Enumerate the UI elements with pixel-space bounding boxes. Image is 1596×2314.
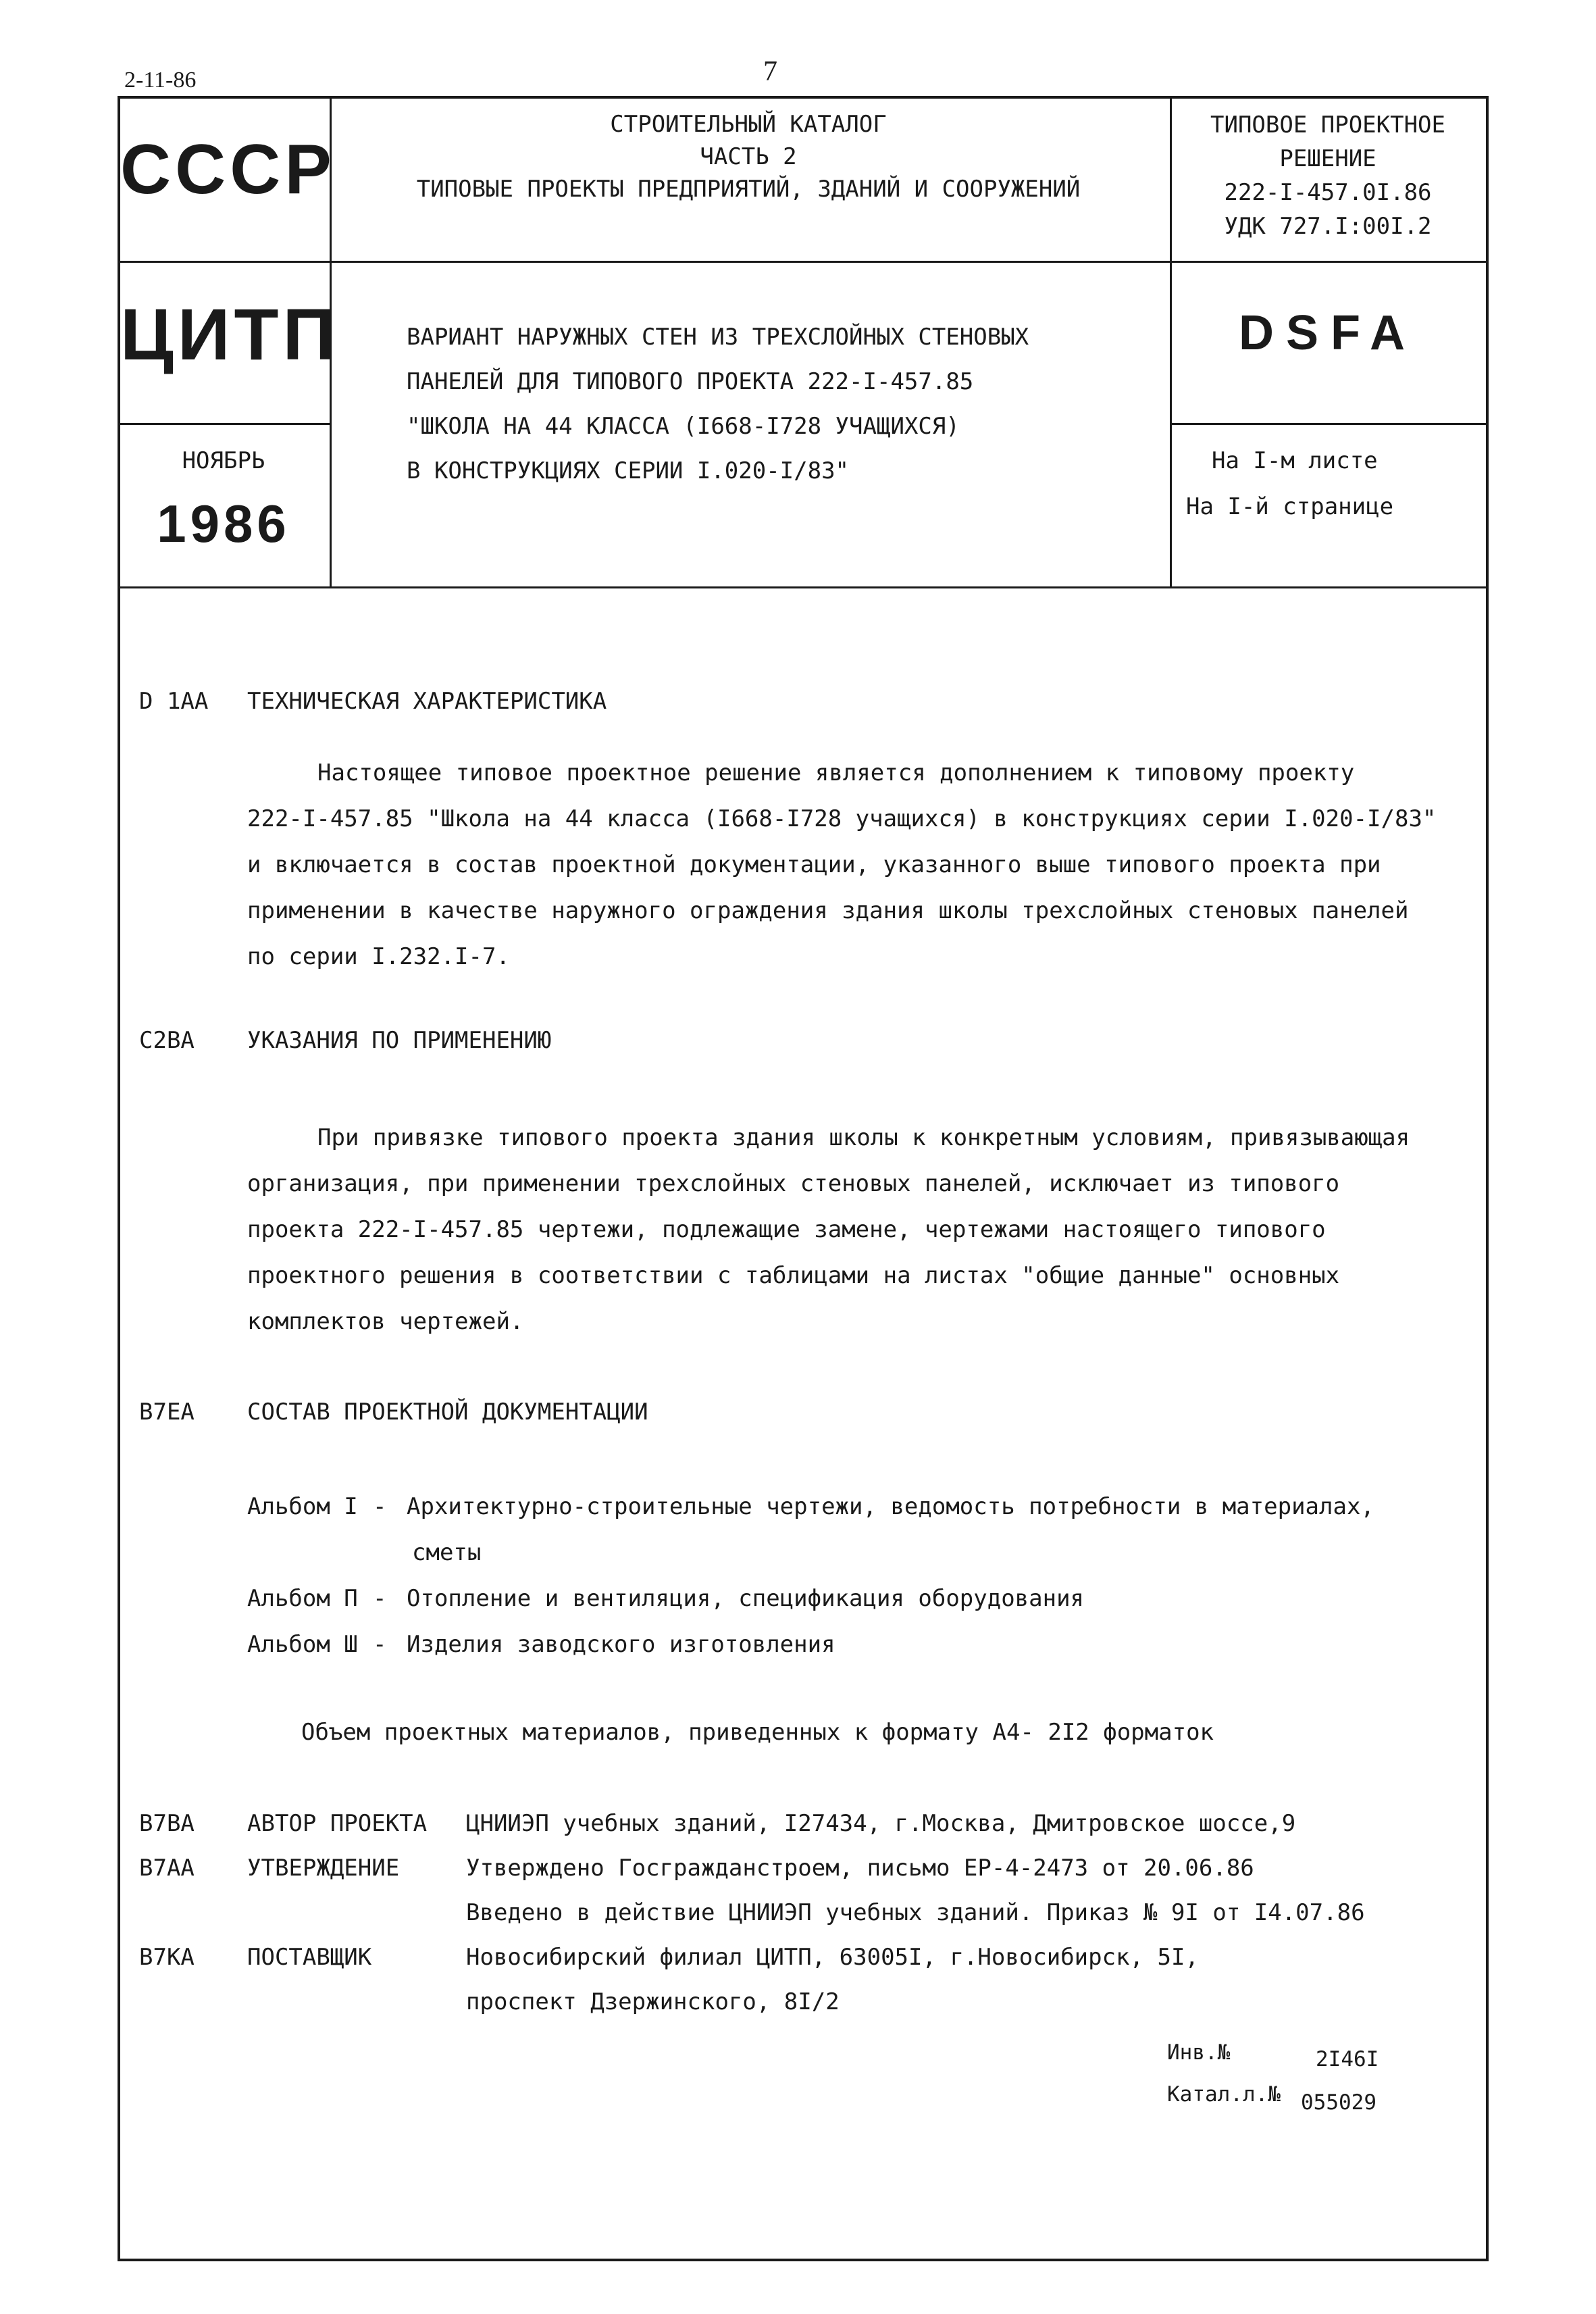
- detail-row: [139, 1935, 1463, 1980]
- volume-note: Объем проектных материалов, приведенных к формату А4- 2I2 форматок: [301, 1719, 1214, 1746]
- album-dash: -: [373, 1631, 387, 1658]
- detail-label: ПОСТАВЩИК: [247, 1944, 372, 1971]
- detail-code: B7BA: [139, 1810, 195, 1837]
- detail-value-cont: Введено в действие ЦНИИЭП учебных зданий. Приказ № 9I от I4.07.86: [466, 1899, 1365, 1926]
- page-count: На I-й странице: [1186, 493, 1394, 520]
- detail-row: [139, 1801, 1463, 1846]
- detail-value-cont: проспект Дзержинского, 8I/2: [466, 1988, 840, 2015]
- catalog-heading: [331, 108, 1166, 205]
- sheet-count: На I-м листе: [1212, 447, 1378, 474]
- detail-label: АВТОР ПРОЕКТА: [247, 1810, 428, 1837]
- detail-label: УТВЕРЖДЕНИЕ: [247, 1855, 400, 1882]
- page-number: 7: [763, 56, 777, 87]
- title-line-3: "ШКОЛА НА 44 КЛАССА (I668-I728 УЧАЩИХСЯ): [407, 413, 960, 440]
- document-date: 2-11-86: [124, 68, 197, 93]
- body-line: При привязке типового проекта здания школы к конкретным условиям, привязывающая: [317, 1124, 1410, 1151]
- solution-info: [1171, 108, 1485, 243]
- album-item: [247, 1484, 1463, 1530]
- details-block: [139, 1801, 1463, 2024]
- album-item: [247, 1621, 1463, 1667]
- album-name: Альбом П: [247, 1585, 358, 1612]
- body-line: организация, при применении трехслойных стеновых панелей, исключает из типового: [247, 1170, 1340, 1197]
- detail-code: B7KA: [139, 1944, 195, 1971]
- header-divider-bottom: [120, 586, 1486, 588]
- body-line: применении в качестве наружного ограждения здания школы трехслойных стеновых панелей: [247, 897, 1409, 924]
- section-body: [247, 750, 1463, 980]
- detail-value: ЦНИИЭП учебных зданий, I27434, г.Москва, Дмитровское шоссе,9: [466, 1810, 1296, 1837]
- section-title: ТЕХНИЧЕСКАЯ ХАРАКТЕРИСТИКА: [247, 688, 607, 715]
- album-dash: -: [373, 1493, 387, 1520]
- body-line: проектного решения в соответствии с таблицами на листах "общие данные" основных: [247, 1262, 1340, 1289]
- catalog-line-1: СТРОИТЕЛЬНЫЙ КАТАЛОГ: [610, 111, 887, 138]
- section-body: [247, 1115, 1463, 1344]
- album-name: Альбом I: [247, 1493, 358, 1520]
- solution-number: 222-I-457.0I.86: [1224, 179, 1432, 206]
- year-label: 1986: [157, 494, 290, 553]
- album-description: Архитектурно-строительные чертежи, ведомость потребности в материалах,: [407, 1493, 1374, 1520]
- section-title: УКАЗАНИЯ ПО ПРИМЕНЕНИЮ: [247, 1027, 552, 1054]
- section-title: СОСТАВ ПРОЕКТНОЙ ДОКУМЕНТАЦИИ: [247, 1399, 648, 1426]
- body-line: и включается в состав проектной документации, указанного выше типового проекта при: [247, 851, 1381, 878]
- country-label: СССР: [120, 130, 336, 209]
- solution-line-1: ТИПОВОЕ ПРОЕКТНОЕ: [1210, 111, 1445, 139]
- section-code: D 1AA: [139, 688, 209, 715]
- catalog-line-2: ЧАСТЬ 2: [700, 143, 797, 170]
- album-list: [247, 1484, 1463, 1667]
- album-description-cont: сметы: [412, 1539, 482, 1566]
- body-line: 222-I-457.85 "Школа на 44 класса (I668-I728 учащихся) в конструкциях серии I.020-I/83": [247, 805, 1437, 832]
- catalog-sheet-number: 055029: [1301, 2090, 1376, 2115]
- org-label: ЦИТП: [120, 293, 340, 375]
- sheet-info: [1186, 438, 1393, 530]
- header-divider-1: [120, 261, 1486, 263]
- document-title: [407, 315, 1029, 493]
- detail-code: B7AA: [139, 1855, 195, 1882]
- title-line-2: ПАНЕЛЕЙ ДЛЯ ТИПОВОГО ПРОЕКТА 222-I-457.85: [407, 368, 974, 395]
- detail-value: Новосибирский филиал ЦИТП, 63005I, г.Новосибирск, 5I,: [466, 1944, 1199, 1971]
- body-line: комплектов чертежей.: [247, 1308, 524, 1335]
- album-dash: -: [373, 1585, 387, 1612]
- detail-row: [139, 1846, 1463, 1890]
- catalog-sheet-label: Катал.л.№: [1167, 2082, 1281, 2107]
- body-line: по серии I.232.I-7.: [247, 943, 510, 970]
- album-name: Альбом Ш: [247, 1631, 358, 1658]
- header-divider-right-mid: [1170, 423, 1486, 425]
- title-line-1: ВАРИАНТ НАРУЖНЫХ СТЕН ИЗ ТРЕХСЛОЙНЫХ СТЕНОВЫХ: [407, 324, 1029, 351]
- month-label: НОЯБРЬ: [182, 447, 265, 474]
- document-code: DSFA: [1238, 306, 1418, 360]
- section-code: B7EA: [139, 1399, 195, 1426]
- header-divider-left-mid: [120, 423, 330, 425]
- solution-line-2: РЕШЕНИЕ: [1279, 145, 1376, 172]
- catalog-line-3: ТИПОВЫЕ ПРОЕКТЫ ПРЕДПРИЯТИЙ, ЗДАНИЙ И СООРУЖЕНИЙ: [416, 176, 1081, 203]
- inventory-label: Инв.№: [1167, 2040, 1231, 2065]
- album-description: Изделия заводского изготовления: [407, 1631, 835, 1658]
- inventory-number: 2I46I: [1316, 2047, 1379, 2071]
- udk-number: УДК 727.I:00I.2: [1224, 213, 1432, 240]
- album-description: Отопление и вентиляция, спецификация оборудования: [407, 1585, 1085, 1612]
- body-line: проекта 222-I-457.85 чертежи, подлежащие замене, чертежами настоящего типового: [247, 1216, 1326, 1243]
- detail-value: Утверждено Госгражданстроем, письмо ЕР-4-2473 от 20.06.86: [466, 1855, 1254, 1882]
- title-line-4: В КОНСТРУКЦИЯХ СЕРИИ I.020-I/83": [407, 457, 850, 484]
- section-code: C2BA: [139, 1027, 195, 1054]
- album-item: [247, 1576, 1463, 1621]
- body-line: Настоящее типовое проектное решение является дополнением к типовому проекту: [317, 759, 1355, 786]
